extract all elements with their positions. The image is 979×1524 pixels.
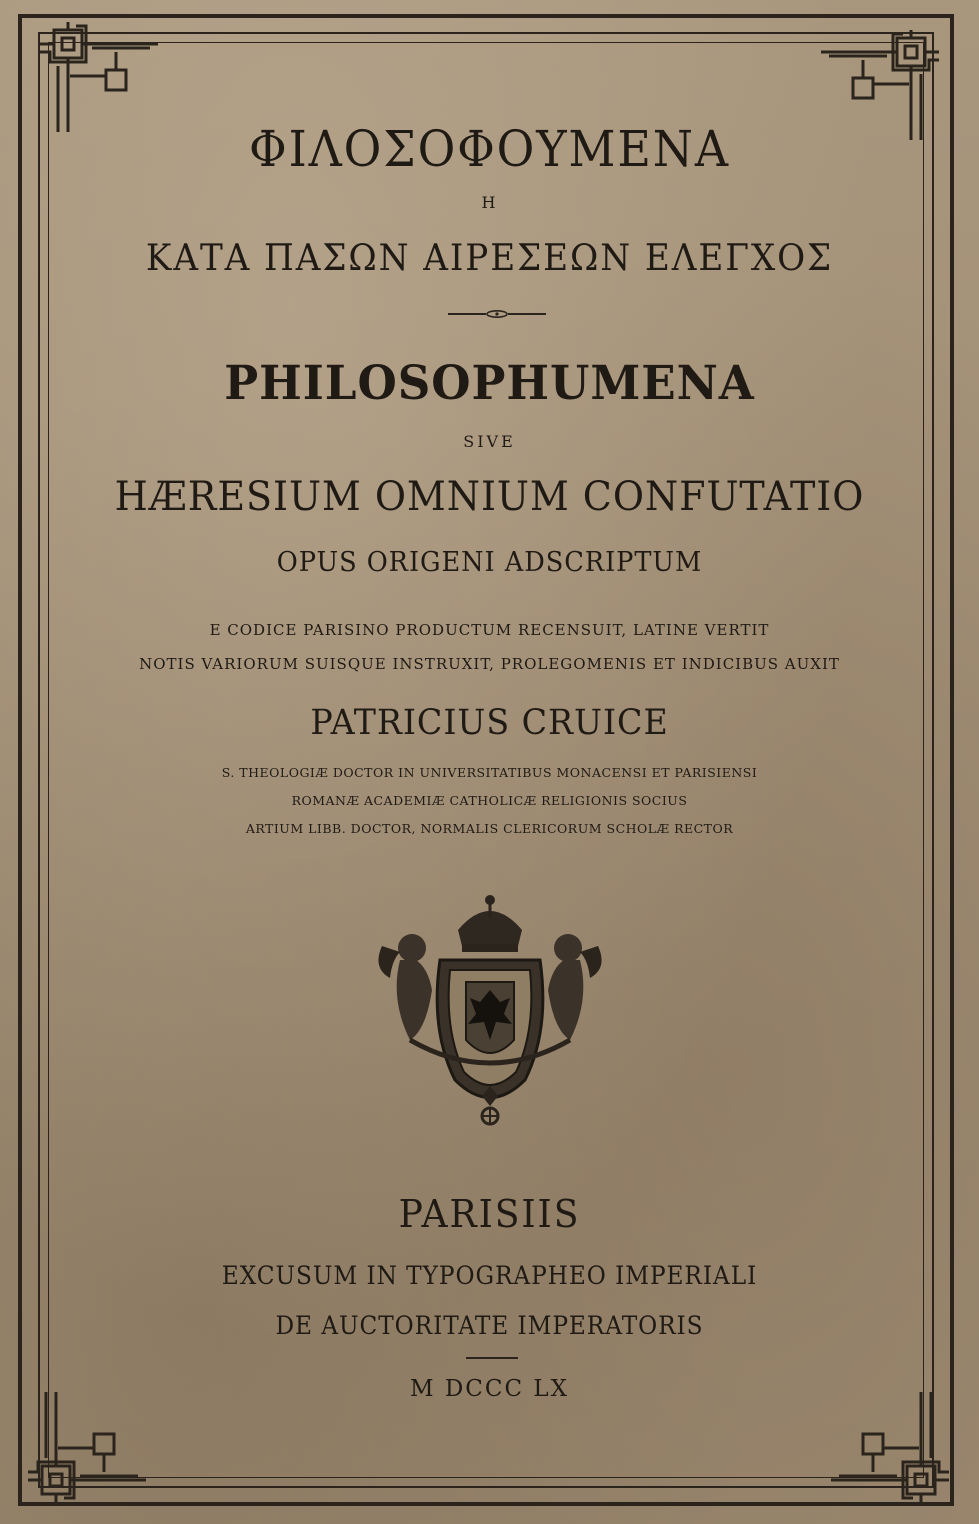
greek-key-corner-icon bbox=[40, 22, 158, 132]
imprint-rule bbox=[466, 1357, 518, 1359]
author-name: PATRICIUS CRUICE bbox=[310, 703, 669, 743]
latin-title: PHILOSOPHUMENA bbox=[224, 356, 755, 411]
editorial-line-1: E CODICE PARISINO PRODUCTUM RECENSUIT, LATINE VERTIT bbox=[209, 621, 770, 639]
greek-conjunction: Η bbox=[481, 193, 498, 212]
latin-subtitle: HÆRESIUM OMNIUM CONFUTATIO bbox=[114, 474, 865, 520]
attribution: OPUS ORIGENI ADSCRIPTUM bbox=[276, 547, 703, 578]
author-credential: ARTIUM LIBB. DOCTOR, NORMALIS CLERICORUM SCHOLÆ RECTOR bbox=[245, 821, 734, 836]
imprint-year: M DCCC LX bbox=[409, 1376, 570, 1402]
imperial-coat-of-arms-icon bbox=[370, 890, 610, 1130]
author-credential: S. THEOLOGIÆ DOCTOR IN UNIVERSITATIBUS MONACENSI ET PARISIENSI bbox=[221, 765, 758, 780]
greek-key-corner-icon bbox=[831, 1392, 949, 1502]
greek-key-corner-icon bbox=[28, 1392, 146, 1502]
imprint-authority: DE AUCTORITATE IMPERATORIS bbox=[275, 1311, 704, 1340]
ornamental-rule bbox=[448, 310, 546, 318]
greek-subtitle: ΚΑΤΑ ΠΑΣΩΝ ΑΙΡΕΣΕΩΝ ΕΛΕΓΧΟΣ bbox=[145, 238, 834, 279]
imprint-printer: EXCUSUM IN TYPOGRAPHEO IMPERIALI bbox=[221, 1261, 758, 1290]
editorial-line-2: NOTIS VARIORUM SUISQUE INSTRUXIT, PROLEGOMENIS ET INDICIBUS AUXIT bbox=[139, 655, 840, 673]
latin-conjunction: SIVE bbox=[463, 432, 516, 451]
imprint-place: PARISIIS bbox=[398, 1192, 581, 1236]
greek-title: ΦΙΛΟΣΟΦΟΥΜΕΝΑ bbox=[249, 120, 730, 178]
author-credential: ROMANÆ ACADEMIÆ CATHOLICÆ RELIGIONIS SOCIUS bbox=[291, 793, 688, 808]
